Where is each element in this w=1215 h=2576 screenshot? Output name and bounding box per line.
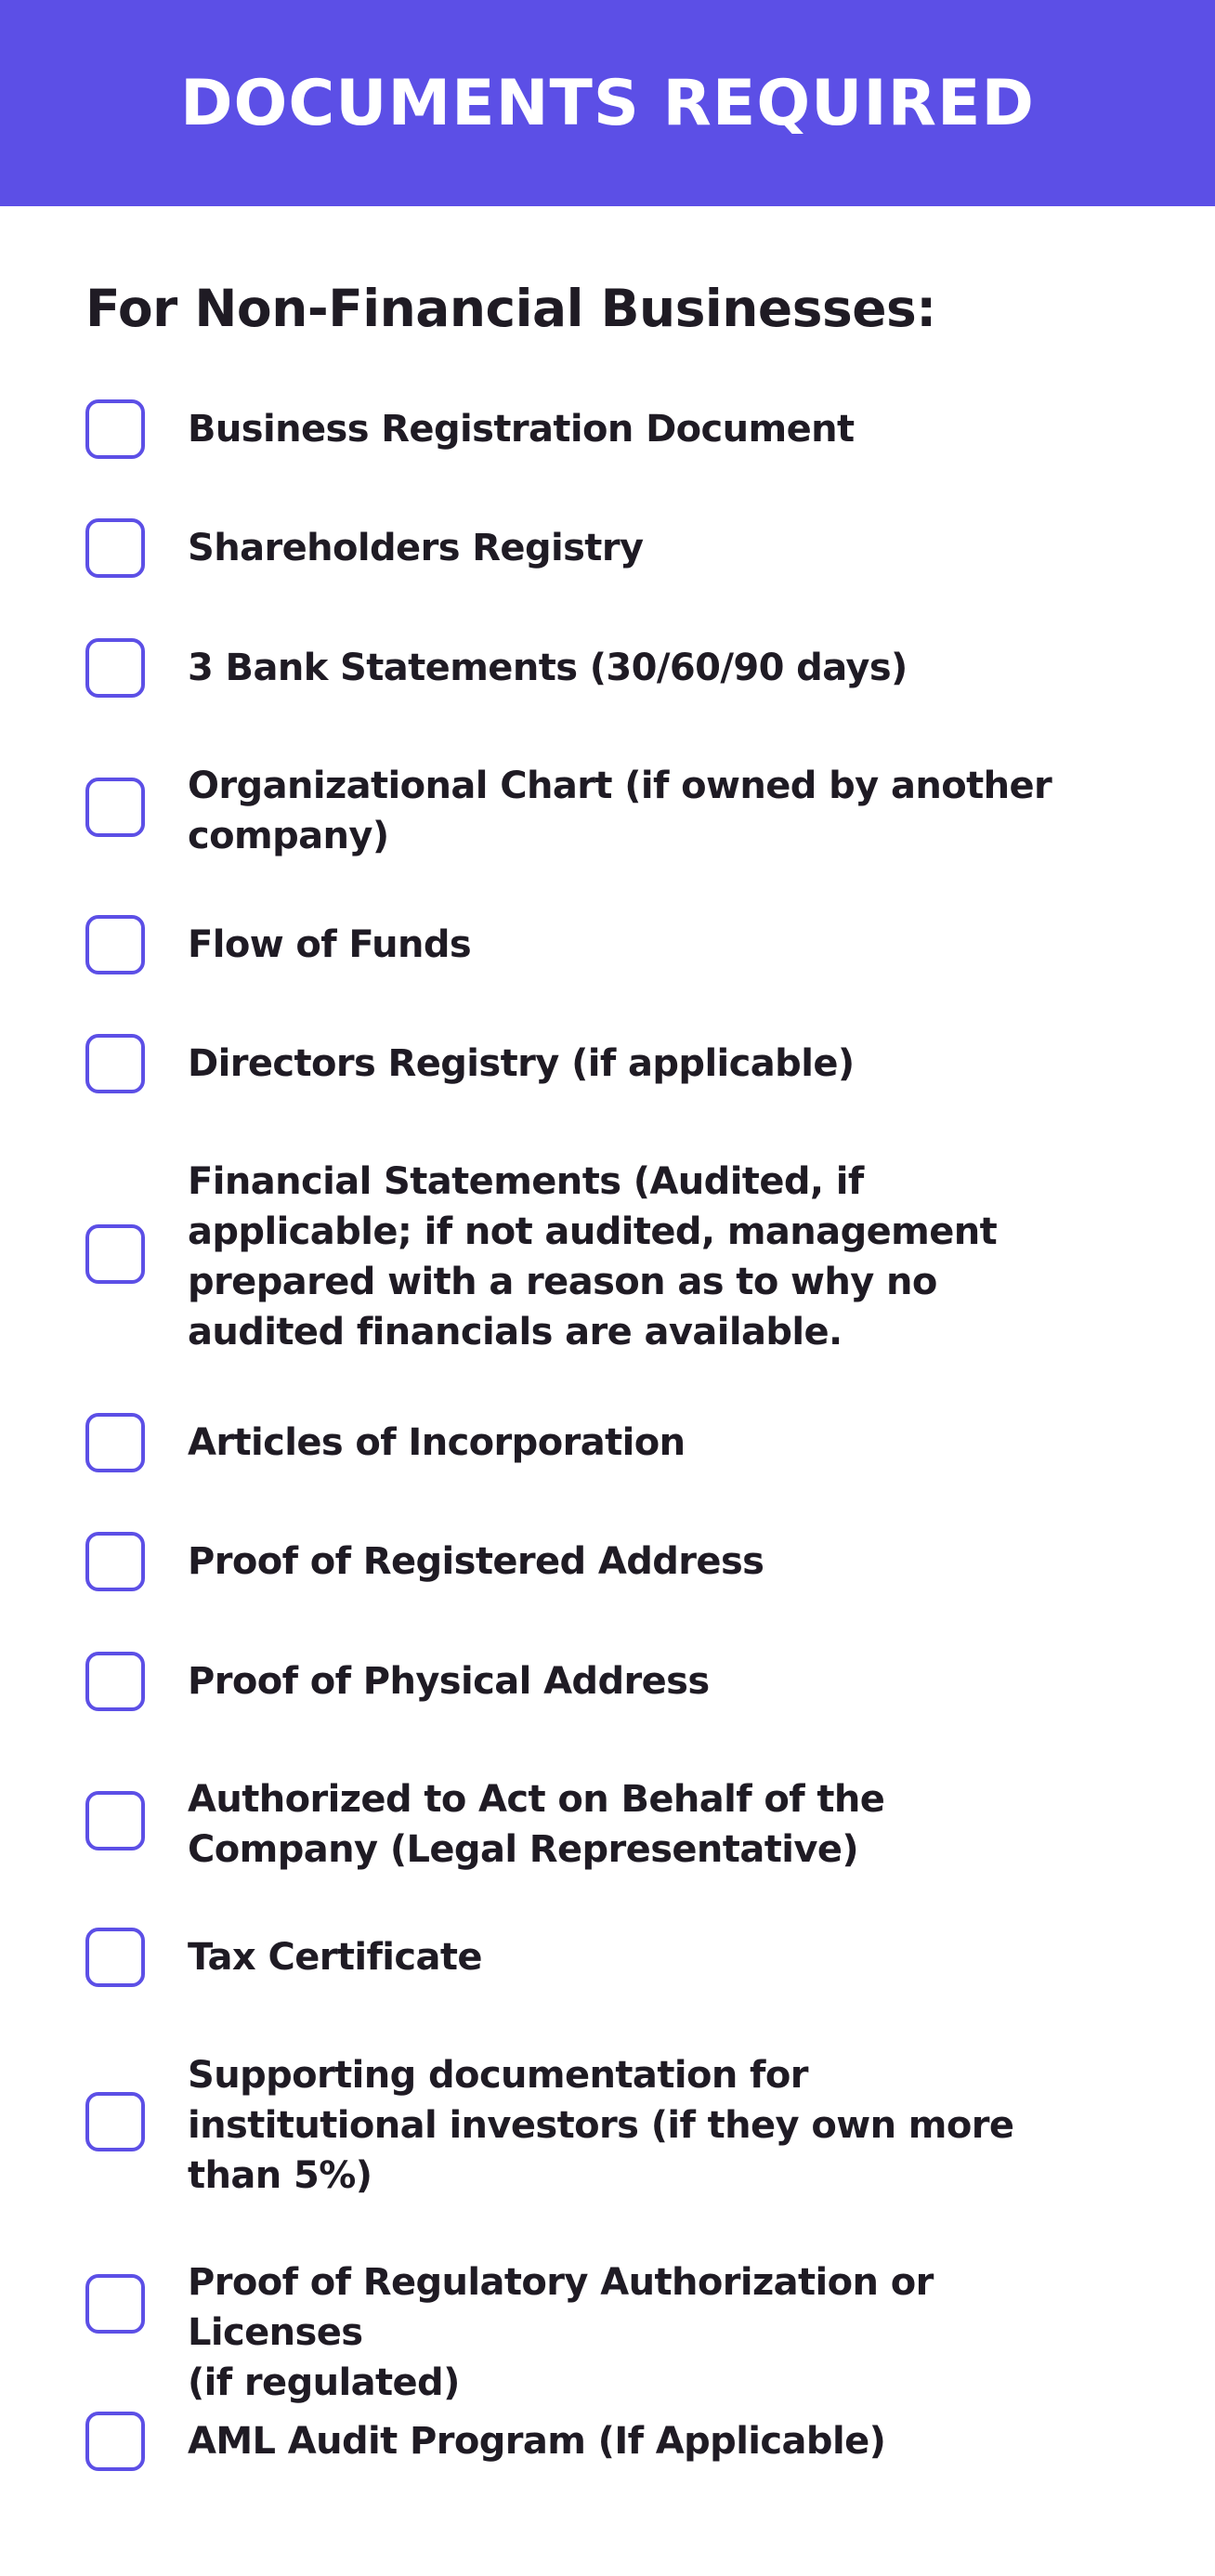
- checklist-item-label: Business Registration Document: [188, 408, 855, 451]
- checkbox[interactable]: [85, 1928, 145, 1987]
- checklist-item-label: Authorized to Act on Behalf of the Company (Legal Representative): [188, 1778, 885, 1871]
- page-title: DOCUMENTS REQUIRED: [180, 67, 1035, 140]
- checkbox[interactable]: [85, 638, 145, 698]
- checklist-item-label: Flow of Funds: [188, 923, 472, 966]
- checkbox[interactable]: [85, 2412, 145, 2471]
- checkbox[interactable]: [85, 399, 145, 459]
- checklist-item-label: Directors Registry (if applicable): [188, 1042, 855, 1085]
- checklist-item-label: Financial Statements (Audited, if applicable; if not audited, management prepared with a reason as to why no audited financials are available.: [188, 1160, 998, 1353]
- checkbox[interactable]: [85, 1224, 145, 1284]
- checkbox[interactable]: [85, 778, 145, 837]
- section-subtitle: For Non-Financial Businesses:: [85, 279, 936, 338]
- checkbox[interactable]: [85, 1034, 145, 1093]
- checklist-item-label: AML Audit Program (If Applicable): [188, 2420, 886, 2463]
- checkbox[interactable]: [85, 2092, 145, 2151]
- checklist-item-label: Articles of Incorporation: [188, 1421, 686, 1464]
- checklist-item-label: 3 Bank Statements (30/60/90 days): [188, 647, 908, 689]
- checklist-item-label: Supporting documentation for institutional investors (if they own more than 5%): [188, 2054, 1014, 2197]
- checklist-item-label: Organizational Chart (if owned by another company): [188, 765, 1052, 857]
- checklist-item-label: Proof of Regulatory Authorization or Licenses (if regulated): [188, 2261, 934, 2404]
- checkbox[interactable]: [85, 915, 145, 974]
- header-banner: [0, 0, 1215, 206]
- checklist-item-label: Proof of Physical Address: [188, 1660, 710, 1703]
- checklist-item-label: Shareholders Registry: [188, 527, 644, 569]
- checkbox[interactable]: [85, 1652, 145, 1711]
- checklist-item-label: Proof of Registered Address: [188, 1540, 764, 1583]
- checkbox[interactable]: [85, 518, 145, 578]
- checkbox[interactable]: [85, 1532, 145, 1591]
- checklist-item-label: Tax Certificate: [188, 1936, 482, 1979]
- checkbox[interactable]: [85, 1413, 145, 1472]
- checkbox[interactable]: [85, 2274, 145, 2334]
- checkbox[interactable]: [85, 1791, 145, 1850]
